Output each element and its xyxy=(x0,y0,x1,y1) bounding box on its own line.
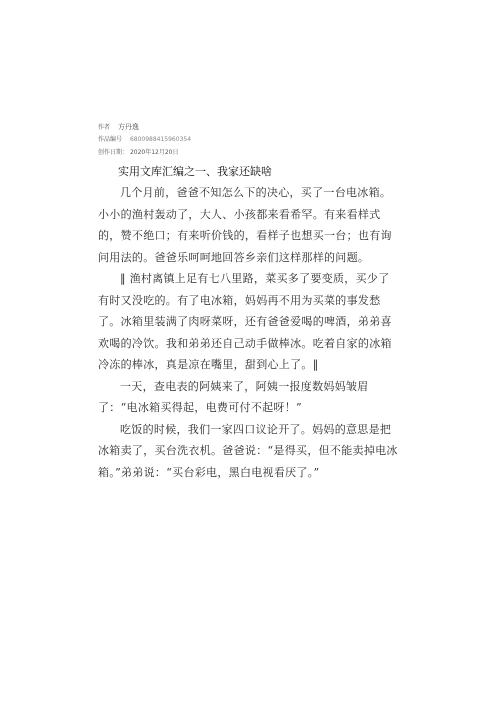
date-label: 创作日期： xyxy=(98,149,129,156)
document-body xyxy=(98,182,398,483)
paragraph: 几个月前，爸爸不知怎么下的决心，买了一台电冰箱。小小的渔村轰动了，大人、小孩都来看希罕。有来看样式的，赞不绝口；有来听价钱的，看样子也想买一台；也有询问用法的。爸爸乐呵呵地回答乡亲们这样那样的问题。 xyxy=(98,186,392,264)
meta-number-line xyxy=(98,136,191,144)
date-value: 2020年12月20日 xyxy=(129,149,179,156)
number-value: 6800988415960354 xyxy=(129,136,192,143)
number-label: 作品编号 xyxy=(98,136,123,143)
paragraph: 一天，查电表的阿姨来了，阿姨一报度数妈妈皱眉了：“电冰箱买得起，电费可付不起呀！” xyxy=(98,379,369,414)
paragraph: ‖ 渔村离镇上足有七八里路，菜买多了要变质，买少了有时又没吃的。有了电冰箱，妈妈再不用为买菜的事发愁了。冰箱里装满了肉呀菜呀，还有爸爸爱喝的啤酒，弟弟喜欢喝的冷饮。我和弟弟还自己动手做棒冰。吃着自家的冰箱冷冻的棒冰，真是凉在嘴里，甜到心上了。‖ xyxy=(98,272,392,371)
meta-author-line xyxy=(98,123,139,132)
author-label: 作者 xyxy=(98,124,111,131)
meta-date-line xyxy=(98,149,178,157)
author-value: 方丹逸 xyxy=(117,123,139,131)
document-title: 实用文库汇编之一、我家还缺啥 xyxy=(118,165,272,178)
paragraph: 吃饭的时候，我们一家四口议论开了。妈妈的意思是把冰箱卖了，买台洗衣机。爸爸说：“是得买，但不能卖掉电冰箱。”弟弟说：“买台彩电，黑白电视看厌了。” xyxy=(98,422,398,479)
